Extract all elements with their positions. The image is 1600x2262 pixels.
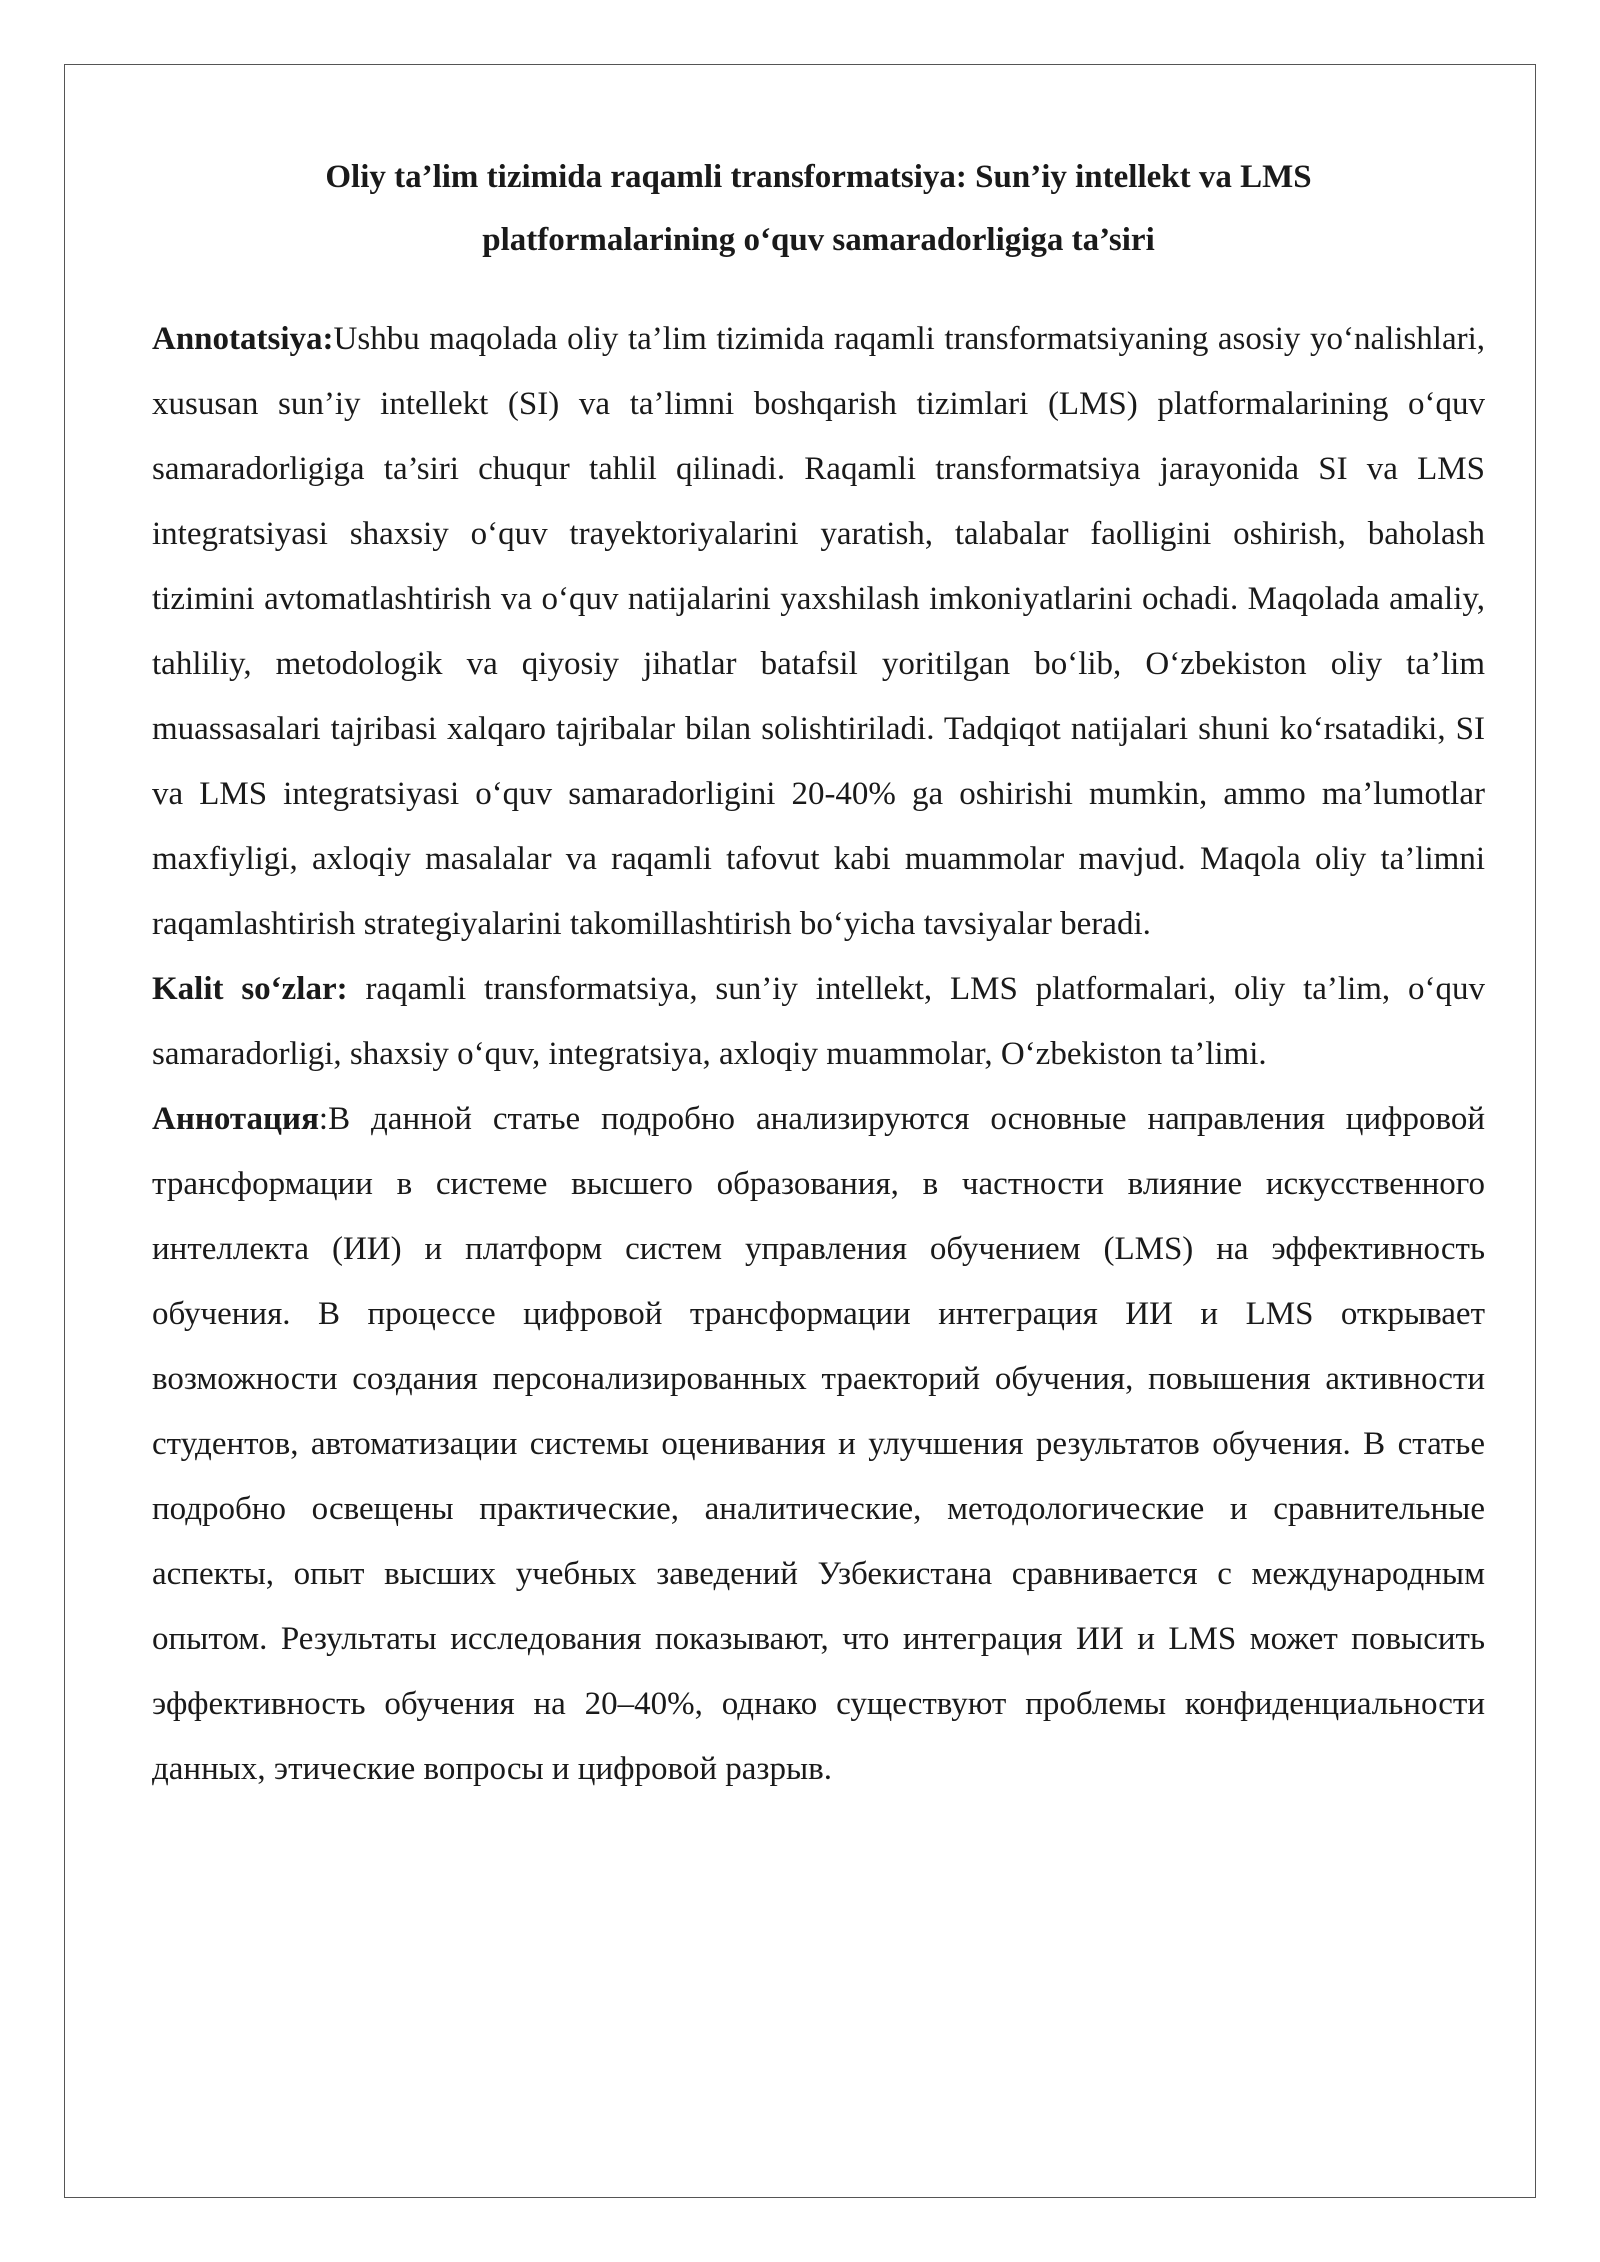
annotation-uz-text: Ushbu maqolada oliy ta’lim tizimida raqamli transformatsiyaning asosiy yo‘nalishlari, xususan sun’iy intellekt (SI) va ta’limni boshqarish tizimlari (LMS) platformalarining o‘quv samaradorligiga ta’siri chuqur tahlil qilinadi. Raqamli transformatsiya jarayonida SI va LMS integratsiyasi shaxsiy o‘quv trayektoriyalarini yaratish, talabalar faolligini oshirish, baholash tizimini avtomatlashtirish va o‘quv natijalarini yaxshilash imkoniyatlarini ochadi. Maqolada amaliy, tahliliy, metodologik va qiyosiy jihatlar batafsil yoritilgan bo‘lib, O‘zbekiston oliy ta’lim muassasalari tajribasi xalqaro tajribalar bilan solishtiriladi. Tadqiqot natijalari shuni ko‘rsatadiki, SI va LMS integratsiyasi o‘quv samaradorligini 20-40% ga oshirishi mumkin, ammo ma’lumotlar maxfiyligi, axloqiy masalalar va raqamli tafovut kabi muammolar mavjud. Maqola oliy ta’limni raqamlashtirish strategiyalarini takomillashtirish bo‘yicha tavsiyalar beradi.: [152, 321, 1485, 942]
document-body: [152, 146, 1485, 1802]
title-line-1: Oliy ta’lim tizimida raqamli transformatsiya: Sun’iy intellekt va LMS: [325, 159, 1312, 195]
title-line-2: platformalarining o‘quv samaradorligiga ta’siri: [482, 222, 1155, 258]
annotation-ru-text: :В данной статье подробно анализируются основные направления цифровой трансформации в системе высшего образования, в частности влияние искусственного интеллекта (ИИ) и платформ систем управления обучением (LMS) на эффективность обучения. В процессе цифровой трансформации интеграция ИИ и LMS открывает возможности создания персонализированных траекторий обучения, повышения активности студентов, автоматизации системы оценивания и улучшения результатов обучения. В статье подробно освещены практические, аналитические, методологические и сравнительные аспекты, опыт высших учебных заведений Узбекистана сравнивается с международным опытом. Результаты исследования показывают, что интеграция ИИ и LMS может повысить эффективность обучения на 20–40%, однако существуют проблемы конфиденциальности данных, этические вопросы и цифровой разрыв.: [152, 1101, 1485, 1787]
annotation-uz-label: Annotatsiya:: [152, 321, 334, 357]
annotation-uz: [152, 307, 1485, 957]
annotation-ru: [152, 1087, 1485, 1802]
keywords-uz-text: raqamli transformatsiya, sun’iy intellekt, LMS platformalari, oliy ta’lim, o‘quv samaradorligi, shaxsiy o‘quv, integratsiya, axloqiy muammolar, O‘zbekiston ta’limi.: [152, 971, 1485, 1072]
keywords-uz: [152, 957, 1485, 1087]
article-title: [152, 146, 1485, 272]
keywords-uz-label: Kalit so‘zlar:: [152, 971, 348, 1007]
annotation-ru-label: Аннотация: [152, 1101, 319, 1137]
